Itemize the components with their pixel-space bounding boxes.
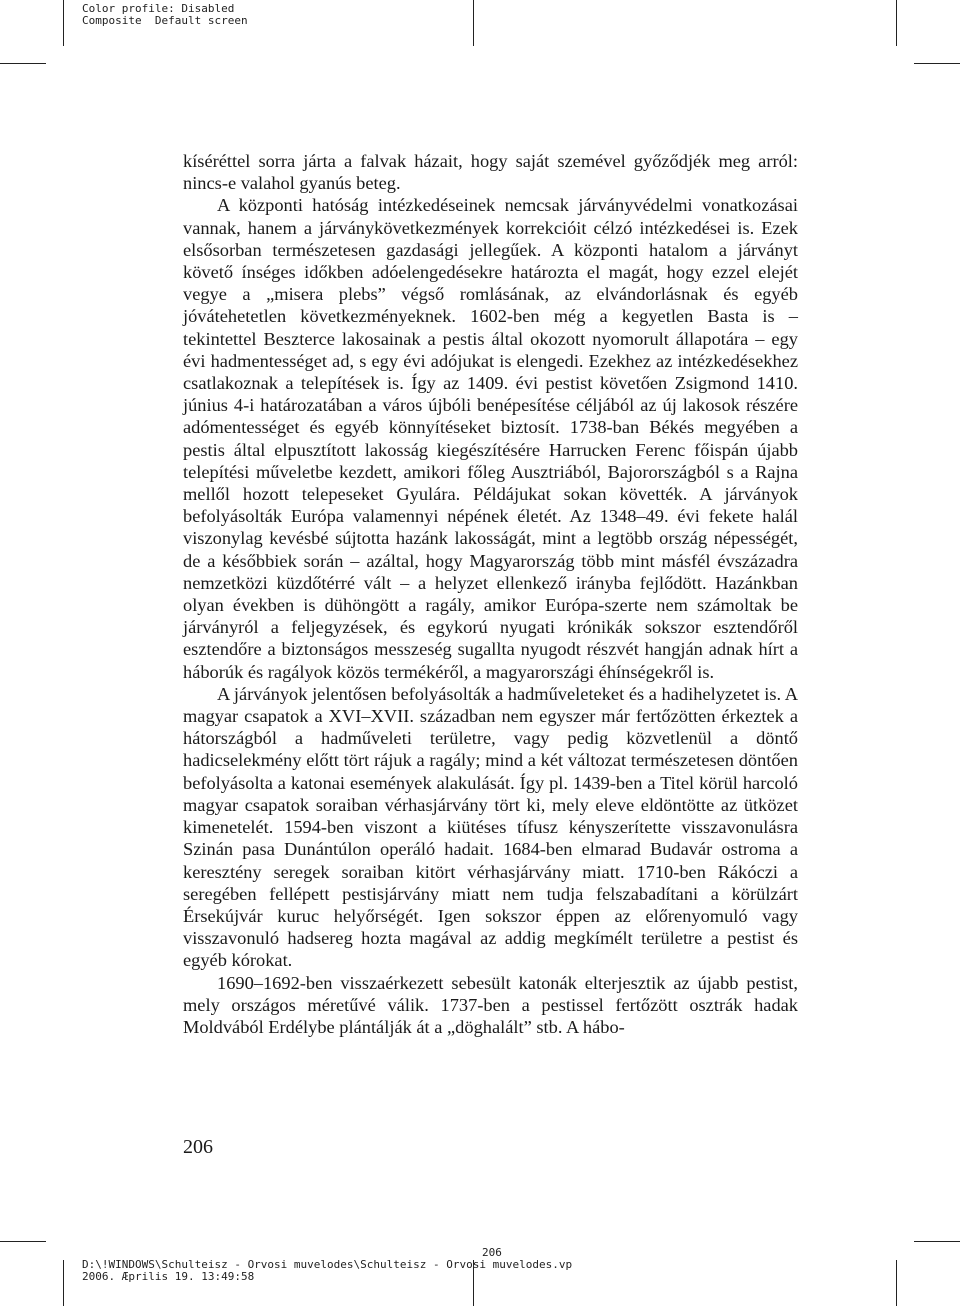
crop-mark-bottom-right-v [896, 1260, 897, 1306]
printer-footer-path: D:\!WINDOWS\Schulteisz - Orvosi muvelodes\Schulteisz - Orvosi muvelodes.vp [82, 1258, 573, 1271]
crop-mark-top-right-h [914, 63, 960, 64]
crop-mark-top-left-v [63, 0, 64, 46]
crop-mark-top-center [473, 0, 474, 46]
crop-mark-top-right-v [896, 0, 897, 46]
printer-footer-page: 206 [482, 1246, 502, 1259]
crop-mark-bottom-right-h [914, 1241, 960, 1242]
paragraph-4: 1690–1692-ben visszaérkezett sebesült katonák elterjesztik az újabb pestist, mely országos méretűvé válik. 1737-ben a pestissel fertőzött osztrák hadak Moldvából Erdélybe plántálják át a „döghalált” stb. A hábo- [183, 972, 798, 1037]
printer-header-color-profile: Color profile: Disabled [82, 2, 235, 15]
crop-mark-bottom-left-h [0, 1241, 46, 1242]
page-body-text [183, 150, 798, 1038]
crop-mark-top-left-h [0, 63, 46, 64]
paragraph-1: kíséréttel sorra járta a falvak házait, hogy saját szemével győződjék meg arról: nincs-e valahol gyanús beteg. [183, 151, 798, 194]
paragraph-2: A központi hatóság intézkedéseinek nemcsak járványvédelmi vonatkozásai vannak, hanem a járványkövetkezmények korrekcióit célzó intézkedései is. Ezek elsősorban természetesen gazdasági jellegűek. A központi hatalom a járványt követő ínséges időkben adóelengedésekre határozta el magát, hogy ezzel elejét vegye a „misera plebs” végső romlásának, az elvándorlásnak és egyéb jóvátehetetlen következményeknek. 1602-ben még a kegyetlen Basta is – tekintettel Beszterce lakosainak a pestis által okozott nyomorult állapotára – egy évi hadmentességet ad, s egy évi adójukat is elengedi. Ezekhez az intézkedésekhez csatlakoznak a telepítések is. Így az 1409. évi pestist követően Zsigmond 1410. június 4-i határozatában a város újbóli benépesítése céljából az új lakosok részére adómentességet és egyéb könnyítéseket biztosít. 1738-ban Békés megyében a pestis által elpusztított lakosság kiegészítésére Harrucken Ferenc főispán újabb telepítési műveletbe kezdett, amikori főleg Ausztriából, Bajorországból s a Rajna mellől hozott telepeseket Gyulára. Példájukat sokan követték. A járványok befolyásolták Európa valamennyi népének életét. Az 1348–49. évi fekete halál viszonylag kevésbé sújtotta hazánk lakosságát, mint a legtöbb ország népességét, de a későbbiek során – azáltal, hogy Magyarország több mint másfél évszázadra nemzetközi küzdőtérré vált – a helyzet ellenkező irányba fejlődött. Hazánkban olyan években is dühöngött a ragály, amikor Európa-szerte nem számoltak be járványról a feljegyzések, és egykorú nyugati krónikák sokszor esztendőről esztendőre a biztonságos messzeség sugallta nyugodt részvét hangján adnak hírt a háborúk és ragályok közös termékéről, a magyarországi éhínségekről is. [183, 195, 798, 682]
crop-mark-bottom-left-v [63, 1260, 64, 1306]
page-number: 206 [183, 1136, 213, 1158]
printer-header-composite: Composite Default screen [82, 14, 248, 27]
printer-footer-date: 2006. Æprilis 19. 13:49:58 [82, 1270, 255, 1283]
paragraph-3: A járványok jelentősen befolyásolták a hadműveleteket és a hadihelyzetet is. A magyar csapatok a XVI–XVII. században nem egyszer már fertőzötten érkeztek a hátországból a hadműveleti területre, vagy pedig közvetlenül a döntő hadicselekmény előtt tört rájuk a ragály; mind a két változat természetesen döntően befolyásolta a katonai események alakulását. Így pl. 1439-ben a Titel körül harcoló magyar csapatok soraiban vérhasjárvány tört ki, mely eleve eldöntötte az ütközet kimenetelét. 1594-ben viszont a kiütéses tífusz kényszerítette visszavonulásra Szinán pasa Dunántúlon operáló hadait. 1684-ben elmarad Budavár ostroma a keresztény seregek soraiban kitört vérhasjárvány miatt. 1710-ben Rákóczi a seregében fellépett pestisjárvány miatt nem tudja felszabadítani a körülzárt Érsekújvár kuruc helyőrségét. Igen sokszor éppen az előrenyomuló vagy visszavonuló hadsereg hozta magával az addig megkímélt területre a pestist és egyéb kórokat. [183, 683, 798, 971]
